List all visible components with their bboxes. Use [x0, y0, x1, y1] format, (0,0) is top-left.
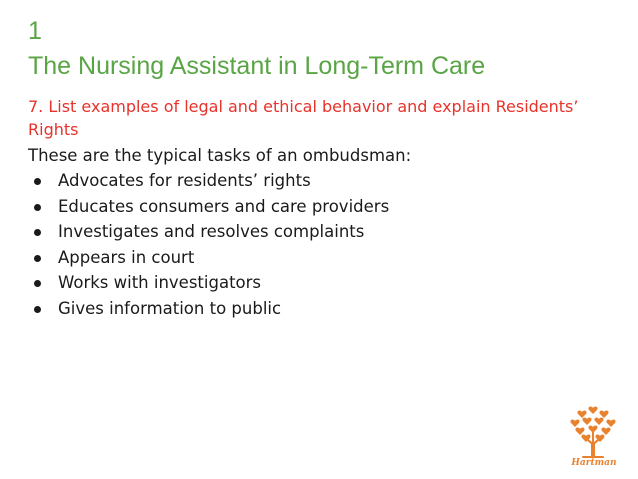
chapter-number: 1: [28, 17, 42, 45]
bullet-item: [34, 245, 389, 271]
bullet-text: Advocates for residents’ rights: [58, 171, 311, 190]
bullet-icon: [34, 280, 41, 287]
bullet-icon: [34, 306, 41, 313]
bullet-item: [34, 168, 389, 194]
intro-text: These are the typical tasks of an ombudsman:: [28, 146, 412, 165]
bullet-item: [34, 219, 389, 245]
chapter-title: The Nursing Assistant in Long-Term Care: [28, 52, 486, 80]
hartman-wordmark: Hartman: [571, 458, 617, 468]
bullet-text: Works with investigators: [58, 273, 262, 292]
bullet-text: Appears in court: [58, 247, 195, 267]
bullet-item: [34, 296, 389, 322]
bullet-icon: [34, 204, 41, 211]
bullet-icon: [34, 178, 41, 185]
bullet-icon: [34, 229, 41, 236]
bullet-icon: [34, 255, 41, 262]
bullet-item: [34, 194, 389, 220]
bullet-text: Gives information to public: [58, 298, 282, 318]
bullet-text: Educates consumers and care providers: [58, 196, 390, 216]
bullet-item: [34, 270, 389, 296]
learning-objective: 7. List examples of legal and ethical behavior and explain Residents’ Rights: [28, 97, 579, 139]
bullet-text: Investigates and resolves complaints: [58, 222, 365, 241]
bullet-list: [34, 168, 389, 321]
